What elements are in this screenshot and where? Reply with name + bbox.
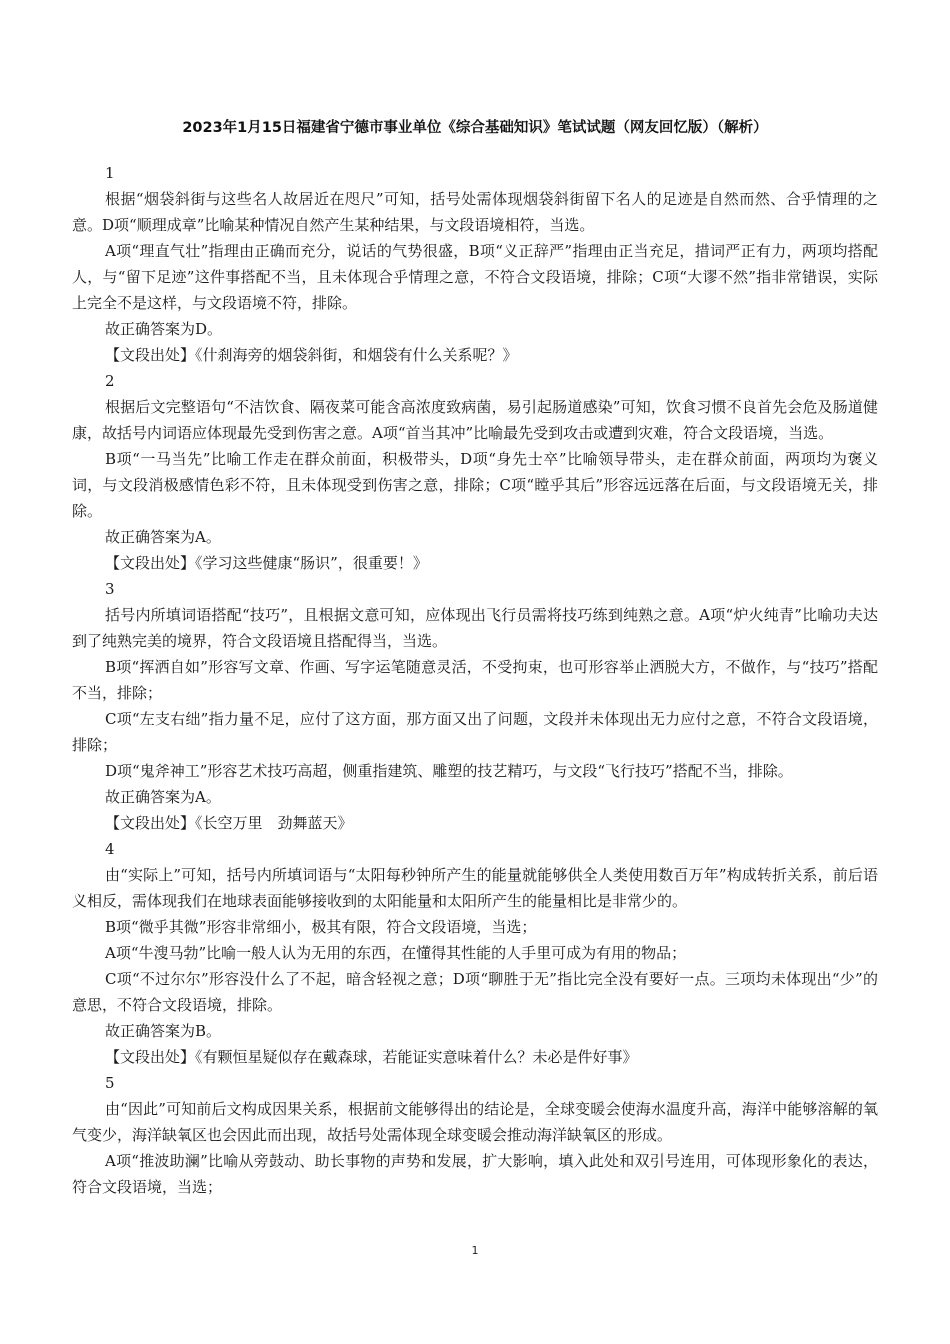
analysis-paragraph: B项“微乎其微”形容非常细小，极其有限，符合文段语境，当选； — [105, 918, 537, 936]
analysis-paragraph: 由“实际上”可知，括号内所填词语与“太阳每秒钟所产生的能量就能够供全人类使用数百万年”构成转折关系，前后语义相反，需体现我们在地球表面能够接收到的太阳能量和太阳所产生的能量相比是非常少的。 — [72, 866, 878, 910]
source-line: 【文段出处】《学习这些健康“肠识”，很重要！》 — [105, 554, 428, 572]
analysis-paragraph: 根据“烟袋斜街与这些名人故居近在咫尺”可知，括号处需体现烟袋斜街留下名人的足迹是自然而然、合乎情理的之意。D项“顺理成章”比喻某种情况自然产生某种结果，与文段语境相符，当选。 — [72, 190, 878, 234]
question-analysis-5 — [72, 1070, 878, 1200]
answer-line: 故正确答案为A。 — [105, 788, 221, 806]
source-line: 【文段出处】《长空万里 劲舞蓝天》 — [105, 814, 353, 832]
question-number: 1 — [105, 164, 115, 182]
page-title: 2023年1月15日福建省宁德市事业单位《综合基础知识》笔试试题（网友回忆版）（解析） — [182, 120, 768, 136]
analysis-paragraph: 由“因此”可知前后文构成因果关系，根据前文能够得出的结论是，全球变暖会使海水温度升高，海洋中能够溶解的氧气变少，海洋缺氧区也会因此而出现，故括号处需体现全球变暖会推动海洋缺氧区的形成。 — [72, 1100, 878, 1144]
source-line: 【文段出处】《有颗恒星疑似存在戴森球，若能证实意味着什么？未必是件好事》 — [105, 1048, 638, 1066]
question-number: 4 — [105, 840, 115, 858]
analysis-paragraph: 括号内所填词语搭配“技巧”，且根据文意可知，应体现出飞行员需将技巧练到纯熟之意。A项“炉火纯青”比喻功夫达到了纯熟完美的境界，符合文段语境且搭配得当，当选。 — [72, 606, 878, 650]
analysis-paragraph: C项“左支右绌”指力量不足，应付了这方面，那方面又出了问题，文段并未体现出无力应付之意，不符合文段语境，排除； — [72, 710, 878, 754]
source-line: 【文段出处】《什刹海旁的烟袋斜街，和烟袋有什么关系呢？》 — [105, 346, 518, 364]
analysis-paragraph: A项“牛溲马勃”比喻一般人认为无用的东西，在懂得其性能的人手里可成为有用的物品； — [105, 944, 687, 962]
answer-line: 故正确答案为B。 — [105, 1022, 222, 1040]
answer-line: 故正确答案为D。 — [105, 320, 223, 338]
analysis-paragraph: B项“挥洒自如”形容写文章、作画、写字运笔随意灵活，不受拘束，也可形容举止洒脱大方，不做作，与“技巧”搭配不当，排除； — [72, 658, 878, 702]
analysis-paragraph: A项“推波助澜”比喻从旁鼓动、助长事物的声势和发展，扩大影响，填入此处和双引号连用，可体现形象化的表达，符合文段语境，当选； — [72, 1152, 878, 1196]
question-analysis-1 — [72, 160, 878, 368]
question-analysis-3 — [72, 576, 878, 836]
question-number: 5 — [105, 1074, 115, 1092]
analysis-paragraph: D项“鬼斧神工”形容艺术技巧高超，侧重指建筑、雕塑的技艺精巧，与文段“飞行技巧”搭配不当，排除。 — [105, 762, 793, 780]
question-analysis-2 — [72, 368, 878, 576]
question-number: 3 — [105, 580, 115, 598]
analysis-paragraph: 根据后文完整语句“不洁饮食、隔夜菜可能含高浓度致病菌，易引起肠道感染”可知，饮食习惯不良首先会危及肠道健康，故括号内词语应体现最先受到伤害之意。A项“首当其冲”比喻最先受到攻击或遭到灾难，符合文段语境，当选。 — [72, 398, 878, 442]
page-number: 1 — [471, 1244, 479, 1257]
analysis-paragraph: A项“理直气壮”指理由正确而充分，说话的气势很盛，B项“义正辞严”指理由正当充足，措词严正有力，两项均搭配人，与“留下足迹”这件事搭配不当，且未体现合乎情理之意，不符合文段语境，排除；C项“大谬不然”指非常错误，实际上完全不是这样，与文段语境不符，排除。 — [72, 242, 878, 312]
answer-line: 故正确答案为A。 — [105, 528, 221, 546]
analysis-paragraph: C项“不过尔尔”形容没什么了不起，暗含轻视之意；D项“聊胜于无”指比完全没有要好一点。三项均未体现出“少”的意思，不符合文段语境，排除。 — [72, 970, 878, 1014]
question-analysis-4 — [72, 836, 878, 1070]
analysis-paragraph: B项“一马当先”比喻工作走在群众前面，积极带头，D项“身先士卒”比喻领导带头，走在群众前面，两项均为褒义词，与文段消极感情色彩不符，且未体现受到伤害之意，排除；C项“瞠乎其后”形容远远落在后面，与文段语境无关，排除。 — [72, 450, 878, 520]
question-number: 2 — [105, 372, 115, 390]
